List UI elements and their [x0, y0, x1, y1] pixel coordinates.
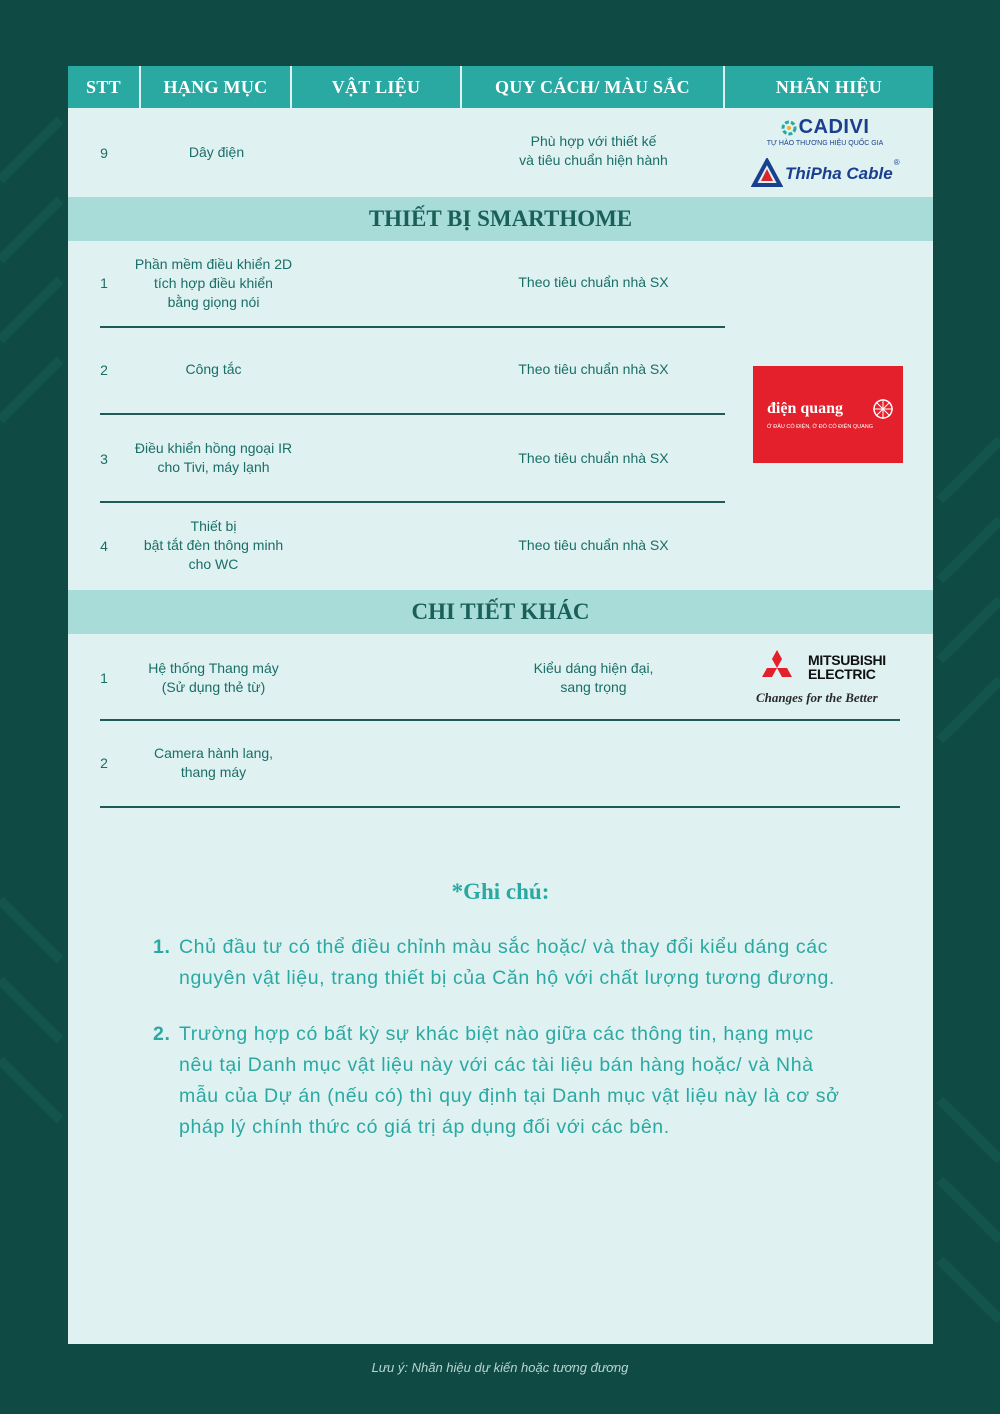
section-smarthome-title: THIẾT BỊ SMARTHOME	[68, 197, 933, 241]
row-quy-cach-line: và tiêu chuẩn hiện hành	[519, 152, 668, 168]
other-row-2-stt: 2	[100, 755, 108, 771]
notes-title: *Ghi chú:	[451, 879, 550, 904]
smarthome-row-2-quy-cach: Theo tiêu chuẩn nhà SX	[518, 361, 669, 377]
hang-muc-line: cho Tivi, máy lạnh	[157, 459, 270, 475]
mitsubishi-slogan: Changes for the Better	[756, 690, 878, 705]
smarthome-row-1-stt: 1	[100, 275, 108, 291]
other-row-1-hang-muc	[116, 659, 311, 697]
cadivi-tagline: TỰ HÀO THƯƠNG HIỆU QUỐC GIA	[766, 140, 884, 147]
hang-muc-line: Thiết bị	[190, 518, 237, 534]
smarthome-row-2-stt: 2	[100, 362, 108, 378]
note-number: 2.	[153, 1023, 171, 1045]
dien-quang-name: điện quang	[767, 400, 844, 417]
hang-muc-line: bằng giọng nói	[167, 294, 260, 310]
mitsubishi-name	[808, 653, 886, 681]
smarthome-row-2-hang-muc: Công tắc	[185, 361, 242, 377]
table-header	[68, 66, 933, 108]
footer-note: Lưu ý: Nhãn hiệu dự kiến hoặc tương đương	[371, 1360, 629, 1375]
header-nhan-hieu: NHÃN HIỆU	[775, 76, 883, 97]
row-divider	[100, 719, 900, 721]
row-divider	[100, 501, 725, 503]
material-sheet	[68, 66, 933, 1344]
row-stt: 9	[100, 145, 108, 161]
mitsubishi-logo	[756, 648, 906, 708]
quy-cach-line: sang trọng	[560, 679, 627, 695]
hang-muc-line: Điều khiển hồng ngoại IR	[134, 440, 293, 456]
note-number: 1.	[153, 936, 171, 958]
smarthome-row-3-quy-cach: Theo tiêu chuẩn nhà SX	[518, 450, 669, 466]
section-other-title: CHI TIẾT KHÁC	[68, 590, 933, 634]
mitsubishi-name-line: MITSUBISHI	[808, 652, 886, 668]
mitsubishi-name-line: ELECTRIC	[808, 666, 876, 682]
smarthome-row-3-stt: 3	[100, 451, 108, 467]
row-quy-cach-line: Phù hợp với thiết kế	[530, 133, 657, 149]
row-divider	[100, 326, 725, 328]
smarthome-row-4-hang-muc	[116, 517, 311, 574]
thipha-logo	[751, 158, 901, 190]
hang-muc-line: bật tắt đèn thông minh	[143, 537, 284, 553]
row-quy-cach	[462, 132, 725, 170]
dien-quang-tagline: Ở ĐÂU CÓ ĐIỆN, Ở ĐÓ CÓ ĐIỆN QUANG	[767, 424, 873, 430]
header-hang-muc: HẠNG MỤC	[141, 66, 292, 108]
thipha-registered: ®	[893, 158, 900, 167]
dien-quang-logo	[753, 366, 903, 463]
smarthome-row-4-quy-cach: Theo tiêu chuẩn nhà SX	[518, 537, 669, 553]
other-row-1-quy-cach	[462, 659, 725, 697]
smarthome-row-4-stt: 4	[100, 538, 108, 554]
row-divider	[100, 413, 725, 415]
thipha-name: ThiPha Cable	[785, 164, 893, 183]
header-stt: STT	[68, 66, 141, 108]
hang-muc-line: (Sử dụng thẻ từ)	[161, 679, 266, 695]
row-divider	[100, 806, 900, 808]
dien-quang-compass-icon	[871, 397, 895, 421]
note-text: Chủ đầu tư có thể điều chỉnh màu sắc hoặc/ và thay đổi kiểu dáng các nguyên vật liệu, trang thiết bị của Căn hộ với chất lượng tương đương.	[179, 936, 835, 989]
other-row-2-hang-muc	[116, 744, 311, 782]
thipha-emblem-icon	[751, 158, 783, 190]
hang-muc-line: thang máy	[180, 764, 247, 780]
hang-muc-line: Phần mềm điều khiển 2D	[134, 256, 293, 272]
hang-muc-line: Camera hành lang,	[153, 745, 274, 761]
row-hang-muc: Dây điện	[188, 144, 245, 160]
cadivi-name: CADIVI	[798, 116, 870, 138]
mitsubishi-diamonds-icon	[756, 648, 798, 688]
note-text: Trường hợp có bất kỳ sự khác biệt nào giữa các thông tin, hạng mục nêu tại Danh mục vật liệu này với các tài liệu bán hàng hoặc/ và Nhà mẫu của Dự án (nếu có) thì quy định tại Danh mục vật liệu này là cơ sở pháp lý chính thức có giá trị áp dụng đối với các bên.	[179, 1023, 840, 1138]
cadivi-logo	[765, 116, 885, 147]
note-item-2	[153, 1019, 853, 1143]
cadivi-emblem-icon	[781, 120, 797, 136]
quy-cach-line: Kiểu dáng hiện đại,	[533, 660, 654, 676]
hang-muc-line: tích hợp điều khiển	[154, 275, 273, 291]
other-row-1-stt: 1	[100, 670, 108, 686]
header-vat-lieu: VẬT LIỆU	[292, 66, 462, 108]
header-quy-cach: QUY CÁCH/ MÀU SẮC	[462, 66, 725, 108]
smarthome-row-1-quy-cach: Theo tiêu chuẩn nhà SX	[518, 274, 669, 290]
smarthome-row-1-hang-muc	[116, 255, 311, 312]
hang-muc-line: Hệ thống Thang máy	[148, 660, 279, 676]
note-item-1	[153, 932, 853, 994]
smarthome-row-3-hang-muc	[116, 439, 311, 477]
hang-muc-line: cho WC	[188, 556, 239, 572]
